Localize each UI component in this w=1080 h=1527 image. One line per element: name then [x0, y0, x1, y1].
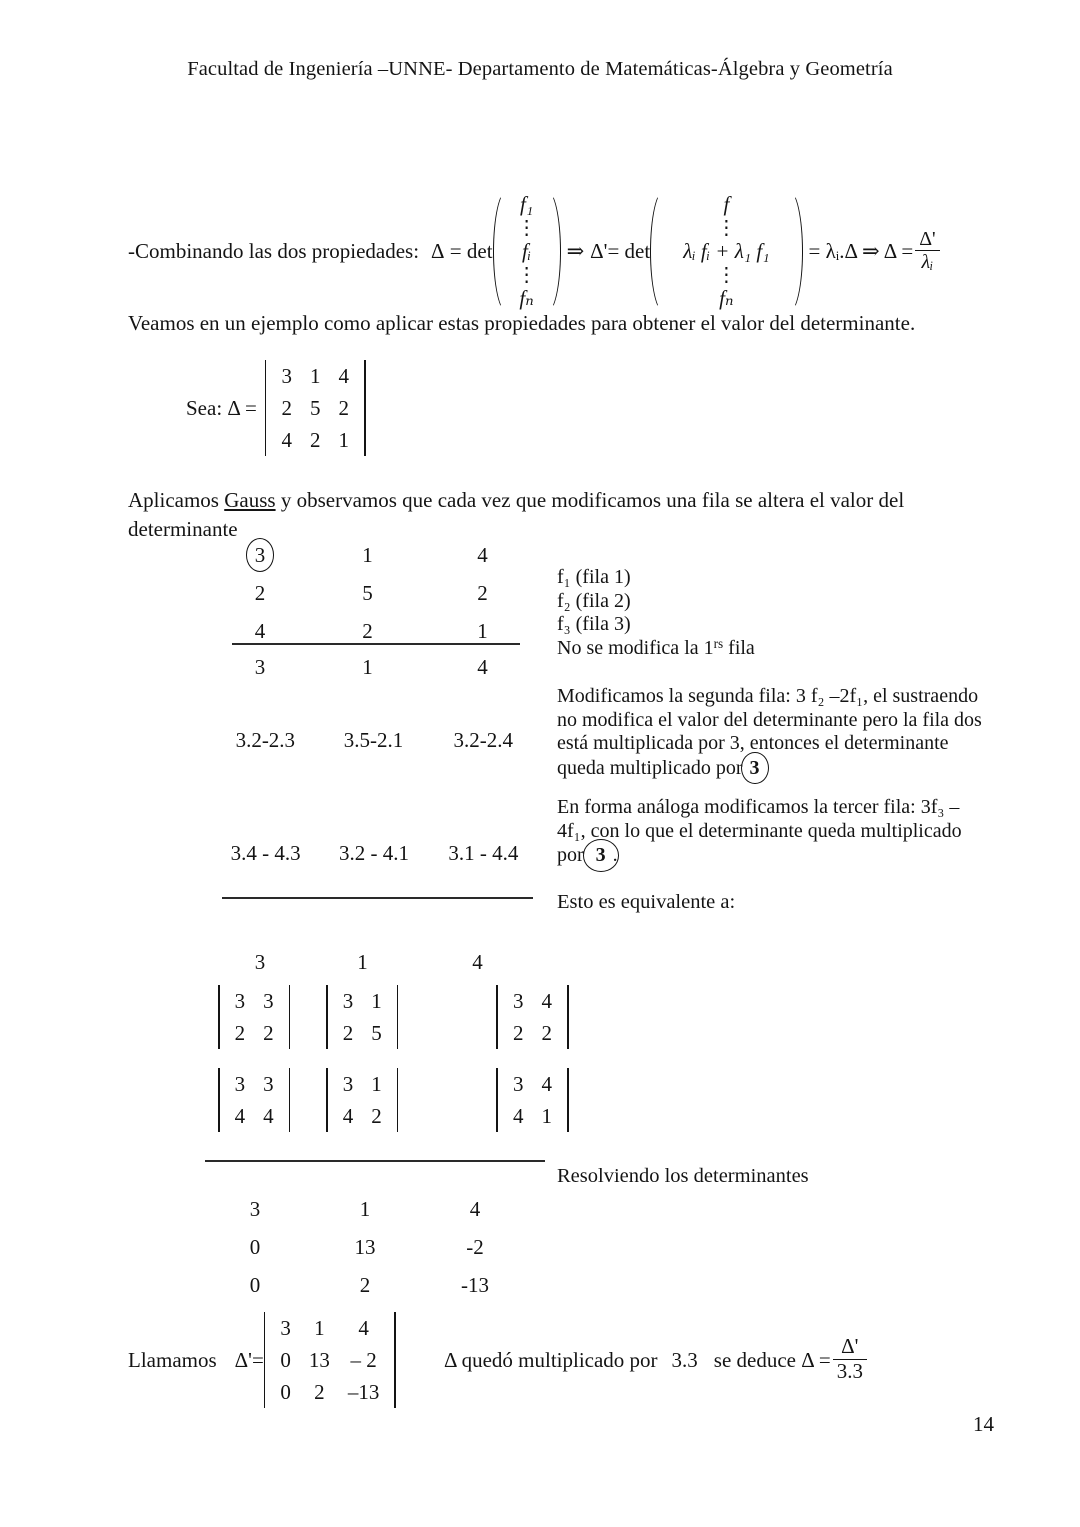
matrix-cell: 5 — [371, 1021, 382, 1045]
step2-note-line-3: está multiplicada por 3, entonces el determinante — [557, 732, 949, 754]
fraction-denominator: λᵢ — [915, 250, 939, 273]
matrix-cell: fₙ — [519, 286, 534, 310]
final-conclusion-mid: se deduce Δ = — [713, 1347, 831, 1372]
matrix-f-column — [493, 190, 561, 313]
table-row — [504, 1100, 561, 1132]
llamamos-label: Llamamos — [128, 1347, 217, 1372]
page-number: 14 — [973, 1412, 994, 1436]
matrix-cell: 3 — [263, 1072, 274, 1096]
circled-three-badge: 3 — [589, 843, 613, 869]
table-row — [271, 1376, 388, 1408]
resolved-cell: 0 — [249, 1272, 261, 1297]
matrix-cell: –13 — [347, 1380, 380, 1404]
matrix-cell: 4 — [342, 1104, 354, 1128]
matrix-cell: 3 — [234, 1072, 246, 1096]
matrix-cell: fᵢ — [521, 239, 532, 263]
expansion-headers — [210, 950, 570, 975]
determinant-bar-right — [397, 985, 399, 1049]
expansion-header: 4 — [472, 950, 483, 974]
combining-properties-line — [128, 190, 942, 313]
determinant-bar-right — [364, 360, 366, 456]
determinant-bar-left — [326, 985, 328, 1049]
step1-result-cell: 1 — [362, 654, 373, 679]
table-row — [226, 1017, 283, 1049]
step3-note-line-1: En forma análoga modificamos la tercer fila: 3f₃ – — [557, 796, 960, 818]
matrix-cell: 4 — [541, 1072, 552, 1096]
equivalente-label: Esto es equivalente a: — [557, 891, 736, 913]
matrix-cell: 1 — [314, 1316, 325, 1340]
matrix-cell: 3 — [512, 1072, 524, 1096]
step3-note-line-3-post: . — [612, 844, 618, 866]
matrix-cell: 2 — [338, 396, 349, 420]
implies-symbol: ⇒ — [566, 239, 585, 263]
note-no-modifica-sup: rs — [713, 635, 724, 651]
matrix-cell: 2 — [512, 1021, 524, 1045]
page-header: Facultad de Ingeniería –UNNE- Departamento de Matemáticas-Álgebra y Geometría — [187, 58, 893, 80]
step2-notes — [557, 685, 997, 781]
determinant-bar-left — [264, 1312, 266, 1408]
matrix-cell: f — [723, 192, 730, 216]
resolved-cell: -13 — [461, 1272, 489, 1297]
gauss-text-after: y observamos que cada vez que modificamos una fila se altera el valor del determinante — [128, 488, 905, 541]
minor-determinant — [218, 1068, 290, 1132]
matrix-cell: ⋮ — [516, 264, 537, 286]
table-row — [272, 360, 358, 392]
matrix-lambda-column — [650, 190, 802, 313]
step3-notes — [557, 796, 997, 869]
step2-cell: 3.2-2.3 — [235, 728, 296, 752]
table-row — [200, 1228, 560, 1266]
final-factor: 3.3 — [671, 1347, 698, 1372]
determinant-matrix-original — [265, 360, 366, 456]
step1-cell: 2 — [362, 618, 373, 643]
step1-cell: 1 — [362, 542, 373, 567]
resolved-number-grid — [200, 1190, 560, 1304]
horizontal-rule-3 — [205, 1160, 545, 1162]
table-row — [334, 1100, 391, 1132]
matrix-cell: 4 — [512, 1104, 524, 1128]
matrix-cell: 3 — [342, 989, 354, 1013]
table-row — [210, 536, 540, 574]
minor-determinant — [496, 985, 568, 1049]
note-f2: f₂ (fila 2) — [557, 589, 631, 612]
sea-matrix-line — [186, 360, 366, 456]
step1-cell: 4 — [477, 542, 488, 567]
table-row — [504, 1068, 561, 1100]
expansion-row-1 — [218, 985, 569, 1049]
determinant-bar-left — [218, 1068, 220, 1132]
determinant-bar-right — [289, 985, 291, 1049]
resolved-cell: 2 — [359, 1272, 371, 1297]
step1-cell: 5 — [362, 580, 373, 605]
table-row — [334, 1017, 391, 1049]
determinant-bar-left — [265, 360, 267, 456]
step2-note-line-4 — [557, 756, 997, 782]
expansion-header: 3 — [254, 950, 266, 974]
determinant-bar-left — [326, 1068, 328, 1132]
horizontal-rule-1 — [232, 643, 520, 645]
delta-prime-equals-label: Δ'= — [234, 1347, 264, 1372]
fraction-denominator: 3.3 — [833, 1359, 867, 1384]
note-f3: f₃ (fila 3) — [557, 613, 631, 635]
right-paren-icon — [788, 190, 803, 313]
minor-determinant — [496, 1068, 568, 1132]
matrix-cell: 3 — [263, 989, 274, 1013]
resolviendo-label: Resolviendo los determinantes — [557, 1165, 809, 1187]
step1-cell: 1 — [477, 618, 488, 643]
matrix-cell: 1 — [371, 1072, 382, 1096]
circled-three-badge: 3 — [248, 542, 273, 569]
gauss-underlined-word: Gauss — [224, 488, 276, 512]
resolved-cell: 13 — [354, 1234, 376, 1259]
step2-note-line-1: Modificamos la segunda fila: 3 f₂ –2f₁, el sustraendo — [557, 685, 979, 707]
table-row — [210, 574, 540, 612]
determinant-bar-right — [567, 985, 569, 1049]
matrix-cell: 1 — [338, 428, 349, 452]
fraction-numerator: Δ' — [919, 227, 936, 250]
matrix-cell: 2 — [371, 1104, 382, 1128]
table-row — [272, 392, 358, 424]
note-no-modifica — [557, 637, 755, 661]
horizontal-rule-2 — [222, 897, 533, 899]
minor-determinant — [218, 985, 290, 1049]
step2-cell: 3.5-2.1 — [343, 728, 404, 752]
matrix-cell: – 2 — [350, 1348, 377, 1372]
delta-over-lambda-fraction — [915, 228, 939, 274]
minor-determinant — [326, 985, 398, 1049]
left-paren-icon — [650, 190, 665, 313]
step1-cell: 2 — [254, 580, 266, 605]
step2-note-line-2: no modifica el valor del determinante pero la fila dos — [557, 708, 982, 731]
matrix-cell: 2 — [309, 428, 321, 452]
matrix-cell: 4 — [281, 428, 292, 452]
final-conclusion-line — [128, 1312, 869, 1408]
matrix-cell: 2 — [263, 1021, 274, 1045]
resolved-cell: 0 — [249, 1234, 261, 1259]
expansion-header: 1 — [357, 950, 368, 974]
step2-expression-row — [210, 728, 540, 753]
step1-cell: 4 — [254, 618, 266, 643]
table-row — [226, 985, 283, 1017]
table-row — [334, 985, 391, 1017]
matrix-cell: ⋮ — [716, 217, 737, 239]
step3-cell: 3.4 - 4.3 — [230, 841, 301, 865]
matrix-cell: 4 — [234, 1104, 246, 1128]
matrix-cell: 1 — [309, 364, 321, 388]
table-row — [504, 985, 561, 1017]
determinant-bar-left — [496, 1068, 498, 1132]
matrix-cell: 3 — [281, 364, 292, 388]
table-row — [226, 1100, 283, 1132]
sea-label: Sea: Δ = — [186, 395, 257, 420]
matrix-cell: 4 — [338, 364, 349, 388]
matrix-cell: 5 — [309, 396, 321, 420]
resolved-cell: -2 — [466, 1234, 484, 1259]
final-conclusion-pre: Δ quedó multiplicado por — [443, 1347, 658, 1372]
matrix-cell: f₁ — [519, 192, 534, 216]
matrix-cell: 1 — [371, 989, 382, 1013]
resolved-cell: 4 — [469, 1196, 481, 1221]
table-row — [272, 424, 358, 456]
step1-number-grid — [210, 536, 540, 650]
matrix-cell: 4 — [263, 1104, 274, 1128]
matrix-cell: 2 — [342, 1021, 354, 1045]
step3-note-line-3 — [557, 843, 997, 869]
circled-three-badge: 3 — [743, 756, 767, 782]
matrix-cell: 2 — [314, 1380, 325, 1404]
table-row — [271, 1312, 388, 1344]
determinant-bar-left — [218, 985, 220, 1049]
step3-expression-row — [210, 841, 540, 866]
fraction-numerator: Δ' — [841, 1333, 859, 1358]
matrix-cell: 2 — [234, 1021, 246, 1045]
delta-prime-eq-det-label: Δ'= det — [590, 239, 651, 263]
table-row — [504, 1017, 561, 1049]
note-no-modifica-pre: No se modifica la 1 — [557, 636, 714, 659]
intro-sentence: Veamos en un ejemplo como aplicar estas propiedades para obtener el valor del determinante. — [128, 311, 916, 335]
right-paren-icon — [546, 190, 561, 313]
left-paren-icon — [493, 190, 508, 313]
matrix-cell: 3 — [342, 1072, 354, 1096]
table-row — [226, 1068, 283, 1100]
table-row — [210, 728, 540, 753]
matrix-cell: 4 — [541, 989, 552, 1013]
matrix-cell: 13 — [308, 1348, 330, 1372]
expansion-row-2 — [218, 1068, 569, 1132]
determinant-bar-right — [397, 1068, 399, 1132]
matrix-cell: 3 — [512, 989, 524, 1013]
step1-result-row — [210, 650, 540, 684]
table-row — [210, 650, 540, 684]
matrix-cell: 3 — [234, 989, 246, 1013]
matrix-cell: 2 — [281, 396, 292, 420]
matrix-cell: 4 — [358, 1316, 369, 1340]
determinant-bar-left — [496, 985, 498, 1049]
determinant-matrix-final — [264, 1312, 396, 1408]
determinant-bar-right — [567, 1068, 569, 1132]
step1-cell-circled — [210, 542, 310, 569]
matrix-cell: 1 — [541, 1104, 552, 1128]
determinant-bar-right — [289, 1068, 291, 1132]
matrix-cell: 2 — [541, 1021, 552, 1045]
resolved-cell: 1 — [359, 1196, 371, 1221]
matrix-cell: ⋮ — [516, 217, 537, 239]
step3-cell: 3.1 - 4.4 — [448, 841, 519, 865]
step1-cell: 2 — [477, 580, 488, 605]
matrix-cell: fₙ — [719, 286, 734, 310]
table-row — [334, 1068, 391, 1100]
step3-note-line-2: 4f₁, con lo que el determinante queda multiplicado — [557, 819, 962, 842]
step3-cell: 3.2 - 4.1 — [339, 841, 410, 865]
note-f1: f₁ (fila 1) — [557, 566, 631, 588]
note-no-modifica-post: fila — [723, 636, 755, 659]
table-row — [200, 1266, 560, 1304]
table-row — [200, 1190, 560, 1228]
step2-cell: 3.2-2.4 — [453, 728, 513, 752]
combining-result-equation: = λᵢ.Δ ⇒ Δ = — [808, 239, 914, 263]
matrix-cell: 3 — [280, 1316, 291, 1340]
table-row — [271, 1344, 388, 1376]
minor-determinant — [326, 1068, 398, 1132]
step1-notes — [557, 566, 755, 660]
delta-eq-det-label: Δ = det — [431, 239, 493, 263]
step3-note-line-3-pre: por — [557, 844, 589, 866]
step1-result-cell: 4 — [477, 654, 488, 679]
determinant-bar-right — [394, 1312, 396, 1408]
matrix-cell: ⋮ — [716, 264, 737, 286]
gauss-text-before: Aplicamos — [128, 488, 225, 512]
table-row — [210, 950, 570, 975]
matrix-cell: λᵢ fᵢ + λ₁ f₁ — [683, 239, 770, 263]
matrix-cell: 0 — [280, 1348, 291, 1372]
resolved-cell: 3 — [249, 1196, 261, 1221]
delta-over-factor-fraction — [833, 1335, 867, 1383]
combining-lead-text: -Combinando las dos propiedades: — [128, 239, 420, 263]
table-row — [210, 841, 540, 866]
step1-result-cell: 3 — [254, 654, 266, 679]
matrix-cell: 0 — [280, 1380, 291, 1404]
step2-note-line-4-text: queda multiplicado por — [557, 756, 743, 779]
